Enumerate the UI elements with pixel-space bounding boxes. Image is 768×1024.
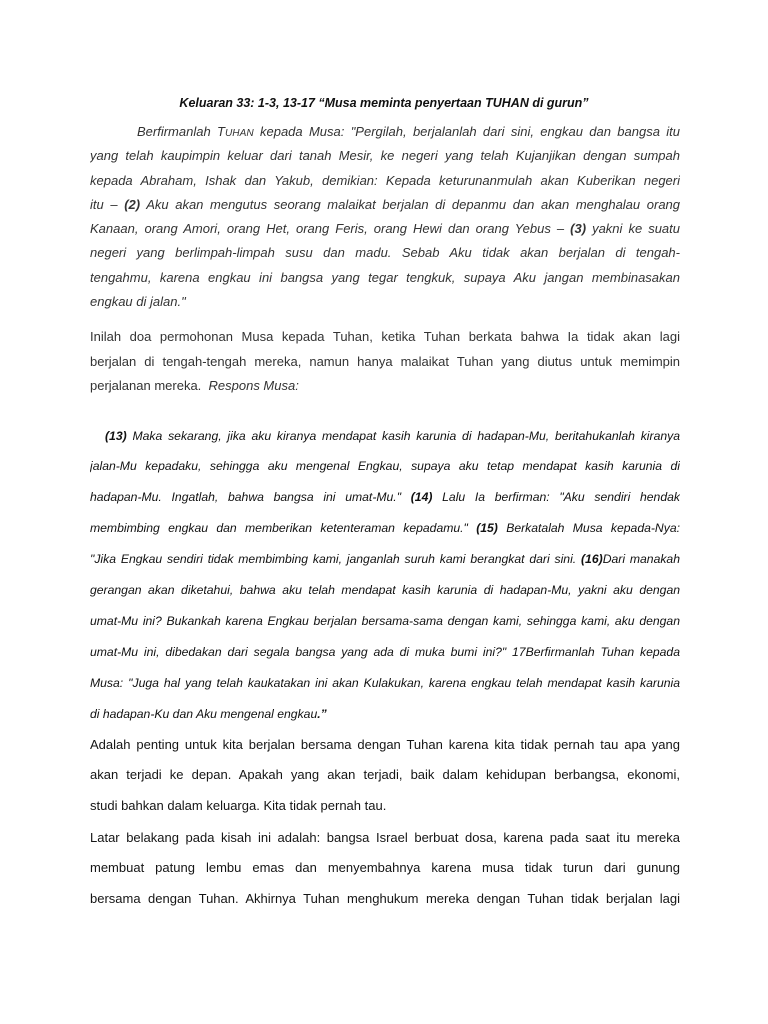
text-segment: jalan-Mu kepadaku, sehingga aku mengenal Engkau, supaya aku tetap mendapat kasih karunia di <box>90 459 680 474</box>
text-segment: perjalanan mereka. <box>90 378 209 393</box>
text-line <box>90 290 680 314</box>
text-segment: tengahmu, karena engkau ini bangsa yang tegar tengkuk, supaya Aku jangan membinasakan <box>90 269 680 285</box>
text-segment: Inilah doa permohonan Musa kepada Tuhan, ketika Tuhan berkata bahwa Ia tidak akan lagi <box>90 329 680 344</box>
text-segment: kepada Abraham, Ishak dan Yakub, demikian: Kepada keturunanmulah akan Kuberikan negeri <box>90 172 680 188</box>
text-line <box>90 350 680 375</box>
verse-number: (3) <box>570 221 587 237</box>
text-line <box>90 120 680 144</box>
text-line <box>90 451 680 482</box>
text-segment: yakni ke suatu <box>586 221 680 237</box>
text-segment: membuat patung lembu emas dan menyembahnya karena musa tidak turun dari gunung <box>90 860 680 876</box>
text-segment: hadapan-Mu. Ingatlah, bahwa bangsa ini umat-Mu." <box>90 490 411 505</box>
text-line <box>90 637 680 668</box>
scripture-passage-13-17 <box>90 421 680 730</box>
text-segment: itu – <box>90 196 125 212</box>
text-segment: "Jika Engkau sendiri tidak membimbing kami, janganlah suruh kami berangkat dari sini. <box>90 552 581 567</box>
text-line <box>90 791 680 822</box>
text-segment: negeri yang berlimpah-limpah susu dan madu. Sebab Aku tidak akan berjalan di tengah- <box>90 245 680 261</box>
text-segment: kepada Musa: "Pergilah, berjalanlah dari sini, engkau dan bangsa itu <box>253 124 680 139</box>
text-line <box>90 884 680 915</box>
text-line <box>90 144 680 168</box>
prayer-intro-paragraph <box>90 325 680 399</box>
text-segment: Berkatalah Musa kepada-Nya: <box>497 521 680 536</box>
text-segment: umat-Mu ini, dibedakan dari segala bangsa yang ada di muka bumi ini?" 17Berfirmanlah Tuhan kepada <box>90 644 680 659</box>
small-caps-text: UHAN <box>224 128 254 139</box>
text-segment: berjalan di tengah-tengah mereka, namun hanya malaikat Tuhan yang diutus untuk memimpin <box>90 353 680 369</box>
text-line <box>90 482 680 513</box>
text-segment: Lalu Ia berfirman: "Aku sendiri hendak <box>432 490 680 505</box>
importance-paragraph <box>90 730 680 823</box>
text-segment: gerangan akan diketahui, bahwa aku telah mendapat kasih karunia di hadapan-Mu, yakni aku dengan <box>90 582 680 597</box>
verse-number: (16) <box>581 552 603 567</box>
verse-number: (14) <box>410 490 433 505</box>
text-segment: Adalah penting untuk kita berjalan bersama dengan Tuhan karena kita tidak pernah tau apa yang <box>90 736 680 752</box>
text-segment: studi bahkan dalam keluarga. Kita tidak pernah tau. <box>90 798 387 814</box>
text-line <box>90 853 680 884</box>
text-segment: di hadapan-Ku dan Aku mengenal engkau <box>90 706 318 721</box>
text-segment: Maka sekarang, jika aku kiranya mendapat kasih karunia di hadapan-Mu, beritahukanlah kiranya <box>126 428 680 443</box>
text-segment: yang telah kaupimpin keluar dari tanah Mesir, ke negeri yang telah Kujanjikan dengan sumpah <box>90 148 680 164</box>
text-line <box>90 730 680 761</box>
verse-number: (13) <box>105 428 127 443</box>
text-line <box>90 325 680 350</box>
text-segment: Kanaan, orang Amori, orang Het, orang Feris, orang Hewi dan orang Yebus – <box>90 221 571 237</box>
document-title: Keluaran 33: 1-3, 13-17 “Musa meminta penyertaan TUHAN di gurun” <box>179 96 589 110</box>
text-segment: akan terjadi ke depan. Apakah yang akan terjadi, baik dalam kehidupan berbangsa, ekonomi, <box>90 767 680 783</box>
text-line <box>90 241 680 265</box>
text-line <box>90 668 680 699</box>
background-paragraph <box>90 823 680 916</box>
text-line <box>90 606 680 637</box>
text-line <box>90 823 680 854</box>
text-line <box>90 421 680 452</box>
text-line <box>90 374 680 399</box>
text-segment: engkau di jalan." <box>90 294 186 310</box>
text-segment: Dari manakah <box>602 552 680 567</box>
text-segment: umat-Mu ini? Bukankah karena Engkau berjalan bersama-sama dengan kami, sehingga kami, aku dengan <box>90 613 680 628</box>
text-line <box>90 193 680 217</box>
text-line <box>90 169 680 193</box>
scripture-passage-1-3 <box>90 120 680 314</box>
text-line <box>90 544 680 575</box>
text-line <box>90 513 680 544</box>
text-line <box>90 217 680 241</box>
text-line <box>90 575 680 606</box>
text-segment: Aku akan mengutus seorang malaikat berjalan di depanmu dan akan menghalau orang <box>140 196 680 212</box>
text-segment: Latar belakang pada kisah ini adalah: bangsa Israel berbuat dosa, karena pada saat itu mereka <box>90 829 680 845</box>
emphasis-text: .” <box>317 706 327 721</box>
text-line <box>90 266 680 290</box>
text-segment: Berfirmanlah T <box>137 124 225 139</box>
italic-text: Respons Musa: <box>208 378 299 393</box>
text-segment: Musa: "Juga hal yang telah kaukatakan ini akan Kulakukan, karena engkau telah mendapat kasih karunia <box>90 675 680 690</box>
text-segment: bersama dengan Tuhan. Akhirnya Tuhan menghukum mereka dengan Tuhan tidak berjalan lagi <box>90 891 680 907</box>
verse-number: (2) <box>124 196 141 212</box>
text-segment: membimbing engkau dan memberikan ketenteraman kepadamu." <box>90 521 477 536</box>
text-line <box>90 760 680 791</box>
text-line <box>90 699 680 730</box>
verse-number: (15) <box>476 521 498 536</box>
